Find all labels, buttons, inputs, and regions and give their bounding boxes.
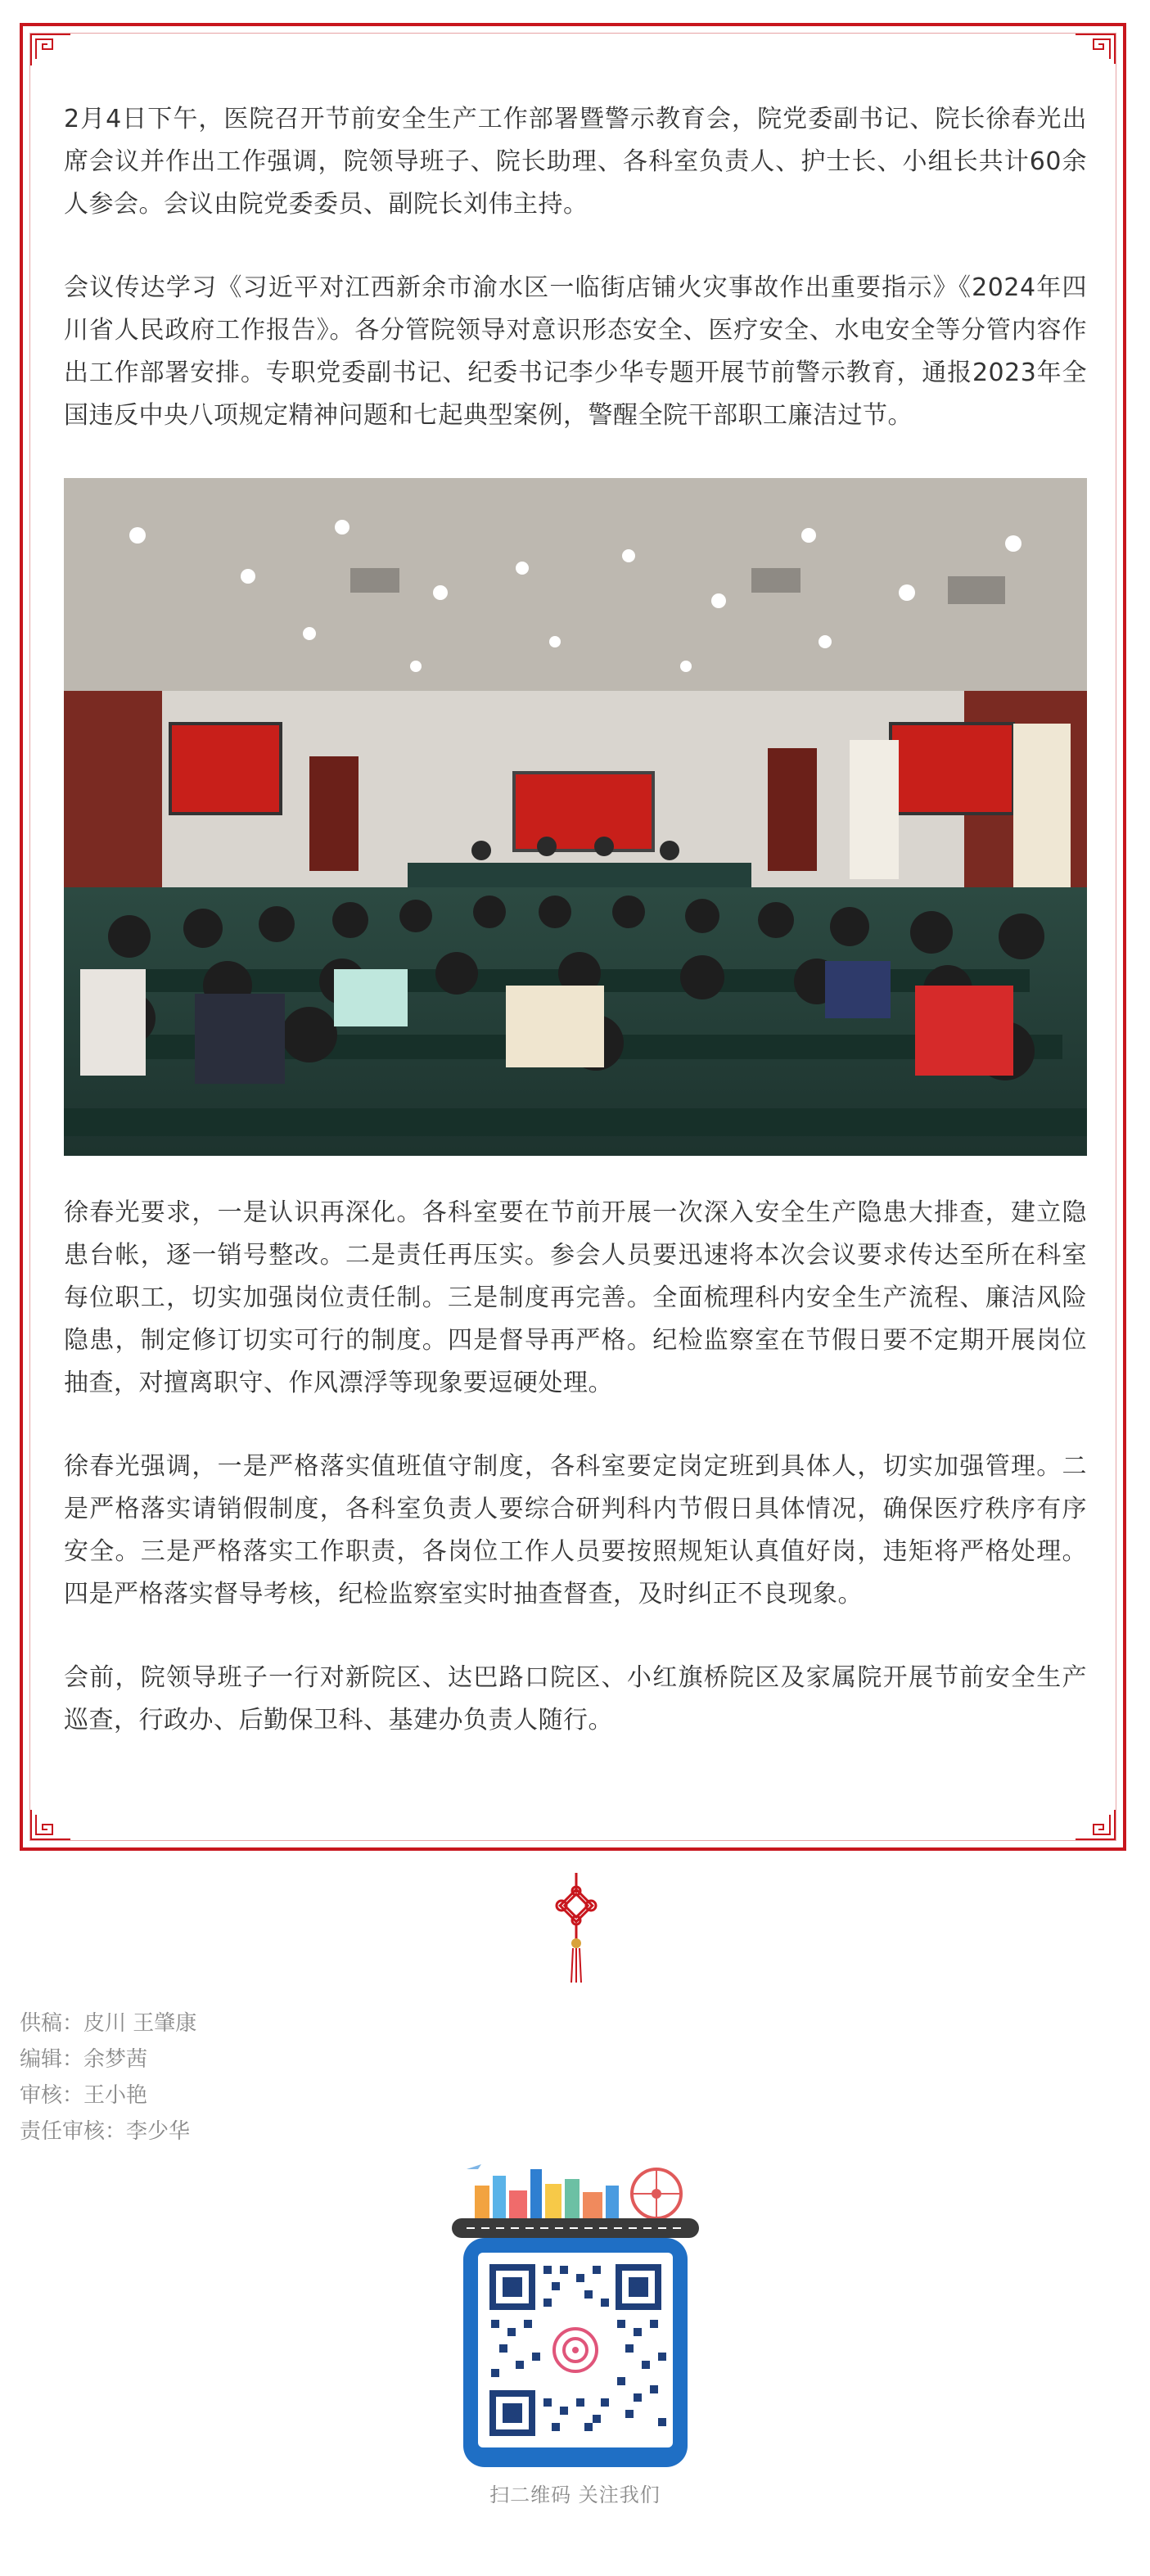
credit-line: 编辑：余梦茜 xyxy=(20,2047,148,2072)
meeting-photo xyxy=(64,478,1087,1156)
article-paragraph: 会议传达学习《习近平对江西新余市渝水区一临街店铺火灾事故作出重要指示》《2024年四川省人民政府工作报告》。各分管院领导对意识形态安全、医疗安全、水电安全等分管内容作出工作部署安排。专职党委副书记、纪委书记李少华专题开展节前警示教育，通报2023年全国违反中央八项规定精神问题和七起典型案例，警醒全院干部职工廉洁过节。 xyxy=(64,273,1087,430)
credit-line: 供稿：皮川 王肇康 xyxy=(20,2011,197,2036)
corner-ornament-icon xyxy=(28,1807,74,1843)
qr-caption: 扫二维码 关注我们 xyxy=(489,2484,661,2506)
corner-ornament-icon xyxy=(1072,1807,1118,1843)
article-paragraph: 徐春光强调，一是严格落实值班值守制度，各科室要定岗定班到具体人，切实加强管理。二是严格落实请销假制度，各科室负责人要综合研判科内节假日具体情况，确保医疗秩序有序安全。三是严格落实工作职责，各岗位工作人员要按照规矩认真值好岗，违矩将严格处理。四是严格落实督导考核，纪检监察室实时抽查督查，及时纠正不良现象。 xyxy=(64,1452,1087,1608)
article-paragraph: 徐春光要求，一是认识再深化。各科室要在节前开展一次深入安全生产隐患大排查，建立隐患台帐，逐一销号整改。二是责任再压实。参会人员要迅速将本次会议要求传达至所在科室每位职工，切实加强岗位责任制。三是制度再完善。全面梳理科内安全生产流程、廉洁风险隐患，制定修订切实可行的制度。四是督导再严格。纪检监察室在节假日要不定期开展岗位抽查，对擅离职守、作风漂浮等现象要逗硬处理。 xyxy=(64,1198,1087,1397)
corner-ornament-icon xyxy=(1072,31,1118,67)
corner-ornament-icon xyxy=(28,31,74,67)
article-paragraph: 2月4日下午，医院召开节前安全生产工作部署暨警示教育会，院党委副书记、院长徐春光出席会议并作出工作强调，院领导班子、院长助理、各科室负责人、护士长、小组长共计60余人参会。会议由院党委委员、副院长刘伟主持。 xyxy=(64,105,1087,219)
credit-line: 审核：王小艳 xyxy=(20,2083,148,2108)
chinese-knot-icon xyxy=(553,1873,599,1984)
article-paragraph: 会前，院领导班子一行对新院区、达巴路口院区、小红旗桥院区及家属院开展节前安全生产巡查，行政办、后勤保卫科、基建办负责人随行。 xyxy=(64,1663,1087,1735)
credit-line: 责任审核：李少华 xyxy=(20,2119,191,2144)
city-skyline-icon xyxy=(467,2164,681,2218)
credits xyxy=(20,2005,196,2150)
qr-code-icon[interactable] xyxy=(442,2161,709,2472)
article-body xyxy=(64,98,1087,1783)
